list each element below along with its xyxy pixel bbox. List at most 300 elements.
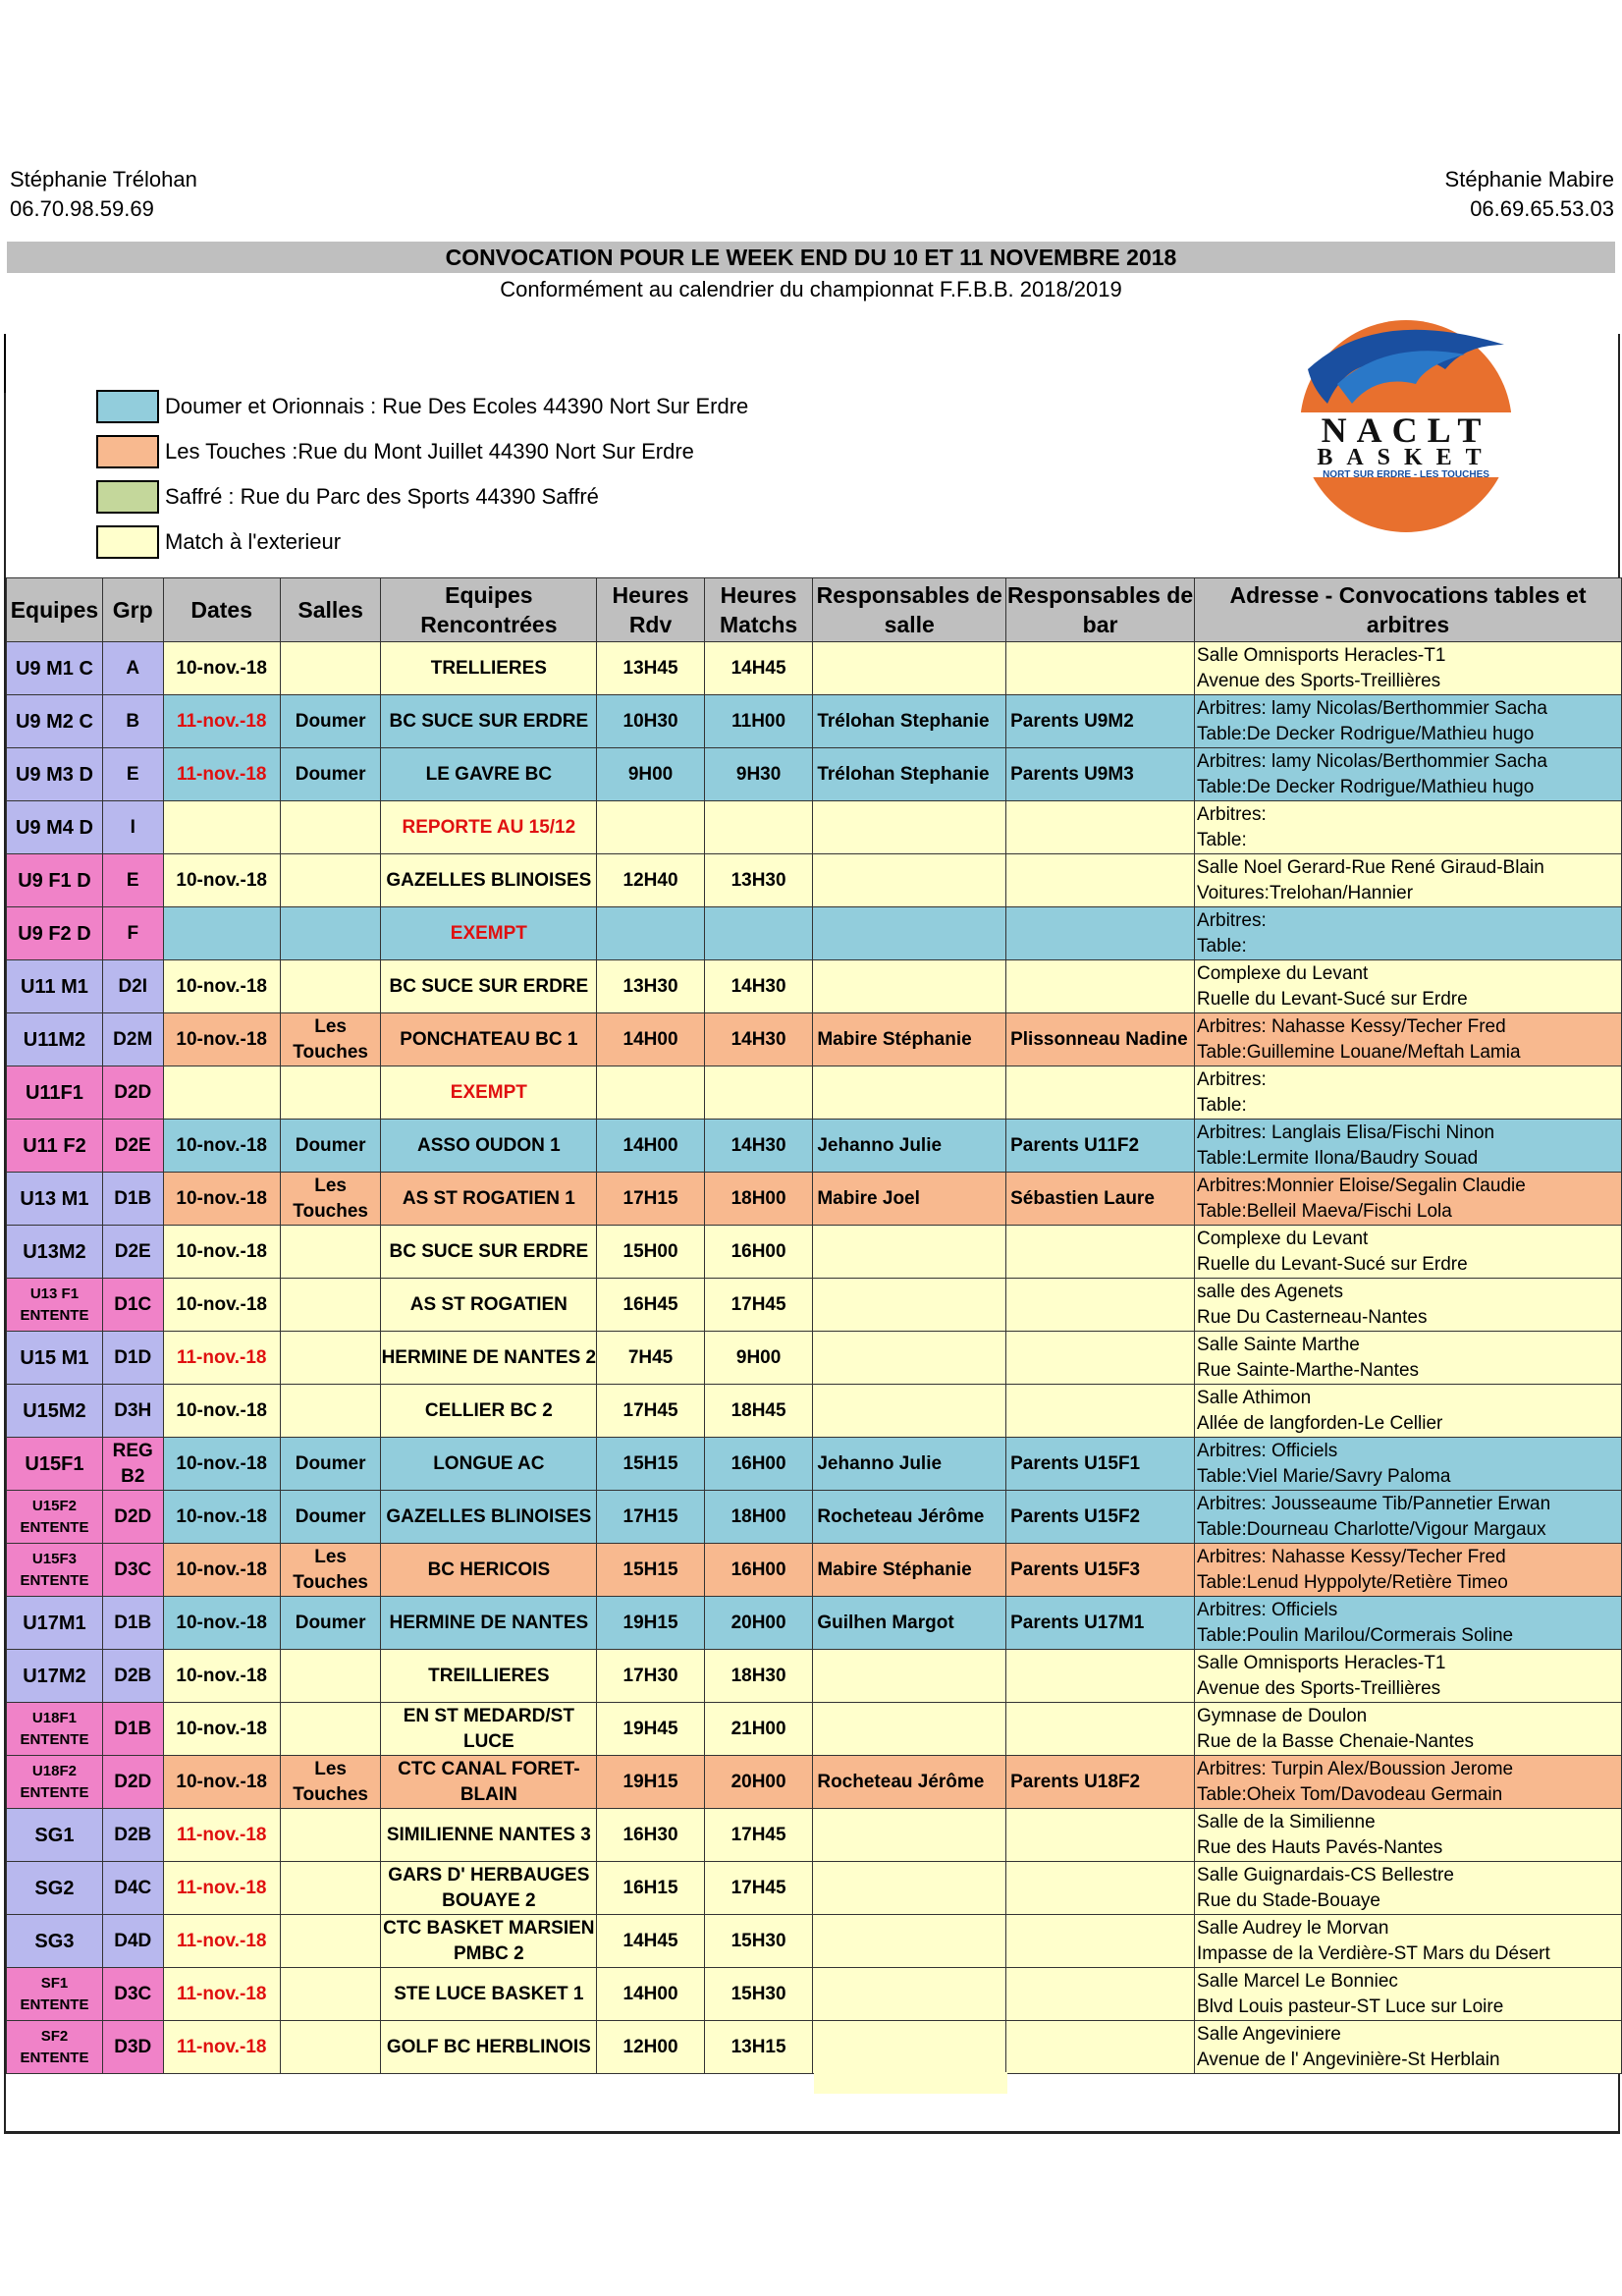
table-row <box>7 1968 1622 2021</box>
opponent-cell: BC SUCE SUR ERDRE <box>381 960 597 1013</box>
group-cell: D1C <box>102 1279 163 1332</box>
opponent-cell: GAZELLES BLINOISES <box>381 1491 597 1544</box>
venue-cell <box>280 1809 381 1862</box>
venue-cell: Les Touches <box>280 1173 381 1226</box>
column-header: Grp <box>102 578 163 642</box>
opponent-cell: GOLF BC HERBLINOIS <box>381 2021 597 2074</box>
match-time-cell: 14H45 <box>704 642 813 695</box>
address-line-2: Table:De Decker Rodrigue/Mathieu hugo <box>1197 776 1535 797</box>
contact-right <box>1445 165 1614 224</box>
venue-cell <box>280 1332 381 1385</box>
address-cell <box>1195 1173 1622 1226</box>
venue-cell <box>280 642 381 695</box>
match-time-cell: 20H00 <box>704 1756 813 1809</box>
bar-manager-cell: Parents U11F2 <box>1006 1120 1195 1173</box>
legend-swatch-orange <box>96 435 159 468</box>
hall-manager-cell: Trélohan Stephanie <box>813 748 1006 801</box>
rdv-time-cell <box>597 801 705 854</box>
address-line-1: salle des Agenets <box>1197 1281 1343 1302</box>
hall-manager-cell <box>813 801 1006 854</box>
date-cell: 11-nov.-18 <box>163 2021 280 2074</box>
bar-manager-cell: Parents U9M2 <box>1006 695 1195 748</box>
rdv-time-cell: 16H30 <box>597 1809 705 1862</box>
bar-manager-cell <box>1006 801 1195 854</box>
venue-cell: Les Touches <box>280 1013 381 1066</box>
rdv-time-cell: 17H15 <box>597 1491 705 1544</box>
team-cell: U18F2 ENTENTE <box>7 1756 103 1809</box>
team-cell: U9 M4 D <box>7 801 103 854</box>
match-time-cell: 21H00 <box>704 1703 813 1756</box>
group-cell: F <box>102 907 163 960</box>
hall-manager-cell: Guilhen Margot <box>813 1597 1006 1650</box>
rdv-time-cell: 15H00 <box>597 1226 705 1279</box>
legend-label: Les Touches :Rue du Mont Juillet 44390 Nort Sur Erdre <box>165 439 694 464</box>
date-cell: 10-nov.-18 <box>163 1226 280 1279</box>
address-line-1: Arbitres: Jousseaume Tib/Pannetier Erwan <box>1197 1493 1551 1514</box>
match-time-cell: 14H30 <box>704 1013 813 1066</box>
address-cell <box>1195 1279 1622 1332</box>
bar-manager-cell: Parents U17M1 <box>1006 1597 1195 1650</box>
date-cell: 10-nov.-18 <box>163 1597 280 1650</box>
address-line-1: Salle Omnisports Heracles-T1 <box>1197 644 1446 666</box>
opponent-cell: SIMILIENNE NANTES 3 <box>381 1809 597 1862</box>
group-cell: D4D <box>102 1915 163 1968</box>
column-header: Equipes Rencontrées <box>381 578 597 642</box>
address-line-2: Blvd Louis pasteur-ST Luce sur Loire <box>1197 1995 1504 2017</box>
bar-manager-cell <box>1006 1703 1195 1756</box>
table-row <box>7 2021 1622 2074</box>
bar-manager-cell: Parents U18F2 <box>1006 1756 1195 1809</box>
group-cell: D1B <box>102 1703 163 1756</box>
bar-manager-cell <box>1006 1650 1195 1703</box>
bar-manager-cell <box>1006 1915 1195 1968</box>
group-cell: A <box>102 642 163 695</box>
group-cell: D2D <box>102 1066 163 1120</box>
address-line-1: Arbitres: Nahasse Kessy/Techer Fred <box>1197 1015 1506 1037</box>
address-cell <box>1195 960 1622 1013</box>
opponent-cell: CELLIER BC 2 <box>381 1385 597 1438</box>
hall-manager-cell <box>813 907 1006 960</box>
table-row <box>7 854 1622 907</box>
table-row <box>7 1491 1622 1544</box>
column-header: Equipes <box>7 578 103 642</box>
address-cell <box>1195 1332 1622 1385</box>
address-line-2: Rue Du Casterneau-Nantes <box>1197 1306 1428 1328</box>
legend-label: Saffré : Rue du Parc des Sports 44390 Saffré <box>165 484 599 509</box>
address-line-2: Rue des Hauts Pavés-Nantes <box>1197 1836 1443 1858</box>
venue-cell <box>280 2021 381 2074</box>
table-row <box>7 1597 1622 1650</box>
rdv-time-cell <box>597 907 705 960</box>
match-time-cell: 16H00 <box>704 1544 813 1597</box>
match-time-cell: 17H45 <box>704 1279 813 1332</box>
legend-swatch-green <box>96 480 159 514</box>
match-time-cell: 17H45 <box>704 1809 813 1862</box>
group-cell: D2E <box>102 1120 163 1173</box>
match-time-cell: 17H45 <box>704 1862 813 1915</box>
rdv-time-cell: 17H15 <box>597 1173 705 1226</box>
hall-manager-cell: Mabire Joel <box>813 1173 1006 1226</box>
date-cell: 11-nov.-18 <box>163 1968 280 2021</box>
bar-manager-cell <box>1006 1968 1195 2021</box>
hall-manager-cell <box>813 642 1006 695</box>
address-cell <box>1195 1915 1622 1968</box>
bar-manager-cell <box>1006 1862 1195 1915</box>
hall-manager-cell <box>813 1809 1006 1862</box>
rdv-time-cell: 12H40 <box>597 854 705 907</box>
bar-manager-cell <box>1006 1226 1195 1279</box>
team-cell: U15F2 ENTENTE <box>7 1491 103 1544</box>
rdv-time-cell: 15H15 <box>597 1544 705 1597</box>
bar-manager-cell <box>1006 642 1195 695</box>
venue-cell: Les Touches <box>280 1756 381 1809</box>
contact-left-phone: 06.70.98.59.69 <box>10 196 154 221</box>
team-cell: U13 F1 ENTENTE <box>7 1279 103 1332</box>
bar-manager-cell: Parents U15F3 <box>1006 1544 1195 1597</box>
address-cell <box>1195 1066 1622 1120</box>
bar-manager-cell <box>1006 960 1195 1013</box>
group-cell: D2I <box>102 960 163 1013</box>
opponent-cell: BC SUCE SUR ERDRE <box>381 695 597 748</box>
address-line-1: Salle Angeviniere <box>1197 2023 1341 2045</box>
opponent-cell: REPORTE AU 15/12 <box>381 801 597 854</box>
hall-manager-cell <box>813 1226 1006 1279</box>
address-cell <box>1195 1968 1622 2021</box>
table-row <box>7 1066 1622 1120</box>
address-line-1: Salle Noel Gerard-Rue René Giraud-Blain <box>1197 856 1544 878</box>
date-cell: 10-nov.-18 <box>163 960 280 1013</box>
date-cell <box>163 907 280 960</box>
address-cell <box>1195 1756 1622 1809</box>
table-row <box>7 1915 1622 1968</box>
address-line-2: Table:Lermite Ilona/Baudry Souad <box>1197 1147 1479 1169</box>
team-cell: SF1 ENTENTE <box>7 1968 103 2021</box>
table-row <box>7 1544 1622 1597</box>
hall-manager-cell <box>813 1968 1006 2021</box>
group-cell: E <box>102 854 163 907</box>
address-line-1: Salle Omnisports Heracles-T1 <box>1197 1652 1446 1673</box>
rdv-time-cell: 10H30 <box>597 695 705 748</box>
contact-right-name: Stéphanie Mabire <box>1444 167 1614 191</box>
table-row <box>7 1226 1622 1279</box>
address-cell <box>1195 642 1622 695</box>
rdv-time-cell: 17H45 <box>597 1385 705 1438</box>
date-cell: 11-nov.-18 <box>163 1332 280 1385</box>
table-row <box>7 1120 1622 1173</box>
address-line-1: Salle Athimon <box>1197 1387 1312 1408</box>
venue-cell <box>280 1279 381 1332</box>
opponent-cell: TRELLIERES <box>381 642 597 695</box>
team-cell: SG1 <box>7 1809 103 1862</box>
table-row <box>7 907 1622 960</box>
date-cell: 10-nov.-18 <box>163 1279 280 1332</box>
group-cell: D1B <box>102 1173 163 1226</box>
group-cell: D2D <box>102 1756 163 1809</box>
bar-manager-cell <box>1006 1279 1195 1332</box>
address-line-2: Table:Viel Marie/Savry Paloma <box>1197 1465 1451 1487</box>
match-time-cell: 16H00 <box>704 1226 813 1279</box>
opponent-cell: HERMINE DE NANTES <box>381 1597 597 1650</box>
group-cell: D1B <box>102 1597 163 1650</box>
address-line-2: Rue de la Basse Chenaie-Nantes <box>1197 1730 1475 1752</box>
address-line-1: Arbitres:Monnier Eloise/Segalin Claudie <box>1197 1175 1526 1196</box>
address-line-1: Gymnase de Doulon <box>1197 1705 1368 1726</box>
venue-cell <box>280 1066 381 1120</box>
address-line-2: Avenue de l' Angevinière-St Herblain <box>1197 2049 1500 2070</box>
logo-text-subtitle: NORT SUR ERDRE - LES TOUCHES <box>1323 469 1489 480</box>
table-header-row <box>7 578 1622 642</box>
address-line-2: Table:Dourneau Charlotte/Vigour Margaux <box>1197 1518 1546 1540</box>
logo-text-naclt: NACLT <box>1321 410 1491 450</box>
hall-manager-cell <box>813 1650 1006 1703</box>
address-line-2: Table: <box>1197 829 1247 850</box>
venue-cell <box>280 1968 381 2021</box>
opponent-cell: HERMINE DE NANTES 2 <box>381 1332 597 1385</box>
address-cell <box>1195 1544 1622 1597</box>
team-cell: SG2 <box>7 1862 103 1915</box>
address-line-2: Table:De Decker Rodrigue/Mathieu hugo <box>1197 723 1535 744</box>
match-time-cell: 20H00 <box>704 1597 813 1650</box>
date-cell: 10-nov.-18 <box>163 1173 280 1226</box>
address-line-2: Allée de langforden-Le Cellier <box>1197 1412 1443 1434</box>
rdv-time-cell: 9H00 <box>597 748 705 801</box>
rdv-time-cell: 15H15 <box>597 1438 705 1491</box>
opponent-cell: LE GAVRE BC <box>381 748 597 801</box>
group-cell: D2B <box>102 1809 163 1862</box>
bar-manager-cell: Parents U9M3 <box>1006 748 1195 801</box>
date-cell: 10-nov.-18 <box>163 642 280 695</box>
address-line-2: Impasse de la Verdière-ST Mars du Désert <box>1197 1942 1550 1964</box>
date-cell: 10-nov.-18 <box>163 1703 280 1756</box>
opponent-cell: TREILLIERES <box>381 1650 597 1703</box>
opponent-cell: EXEMPT <box>381 907 597 960</box>
match-time-cell: 15H30 <box>704 1968 813 2021</box>
bar-manager-cell <box>1006 1385 1195 1438</box>
rdv-time-cell: 19H45 <box>597 1703 705 1756</box>
contact-left-name: Stéphanie Trélohan <box>10 167 197 191</box>
address-line-2: Voitures:Trelohan/Hannier <box>1197 882 1414 903</box>
nac-lt-basket-logo <box>1269 310 1543 536</box>
page-subtitle: Conformément au calendrier du championnat F.F.B.B. 2018/2019 <box>500 277 1122 301</box>
match-time-cell: 13H30 <box>704 854 813 907</box>
address-cell <box>1195 1597 1622 1650</box>
table-row <box>7 1385 1622 1438</box>
address-cell <box>1195 748 1622 801</box>
column-header: Dates <box>163 578 280 642</box>
address-line-2: Table:Guillemine Louane/Meftah Lamia <box>1197 1041 1521 1063</box>
match-time-cell: 14H30 <box>704 1120 813 1173</box>
hall-manager-cell <box>813 1385 1006 1438</box>
rdv-time-cell <box>597 1066 705 1120</box>
opponent-cell: PONCHATEAU BC 1 <box>381 1013 597 1066</box>
bar-manager-cell <box>1006 907 1195 960</box>
rdv-time-cell: 13H45 <box>597 642 705 695</box>
opponent-cell: BC HERICOIS <box>381 1544 597 1597</box>
venue-cell: Doumer <box>280 1120 381 1173</box>
match-time-cell: 9H30 <box>704 748 813 801</box>
venue-cell <box>280 854 381 907</box>
hall-manager-cell <box>813 1066 1006 1120</box>
team-cell: U13 M1 <box>7 1173 103 1226</box>
group-cell: D2B <box>102 1650 163 1703</box>
column-header: Salles <box>280 578 381 642</box>
opponent-cell: AS ST ROGATIEN 1 <box>381 1173 597 1226</box>
team-cell: SF2 ENTENTE <box>7 2021 103 2074</box>
table-row <box>7 1332 1622 1385</box>
logo-text-basket: BASKET <box>1317 445 1495 470</box>
date-cell: 10-nov.-18 <box>163 1491 280 1544</box>
hall-manager-cell <box>813 1279 1006 1332</box>
table-row <box>7 1756 1622 1809</box>
venue-cell: Doumer <box>280 1491 381 1544</box>
venue-cell <box>280 1862 381 1915</box>
address-line-2: Rue du Stade-Bouaye <box>1197 1889 1380 1911</box>
hall-manager-cell <box>813 854 1006 907</box>
schedule-body <box>7 642 1622 2074</box>
address-cell <box>1195 1226 1622 1279</box>
address-line-1: Arbitres: lamy Nicolas/Berthommier Sacha <box>1197 750 1547 772</box>
table-row <box>7 1438 1622 1491</box>
table-row <box>7 1013 1622 1066</box>
hall-manager-cell: Mabire Stéphanie <box>813 1013 1006 1066</box>
opponent-cell: EXEMPT <box>381 1066 597 1120</box>
address-line-1: Arbitres: Officiels <box>1197 1440 1338 1461</box>
address-line-1: Complexe du Levant <box>1197 1228 1369 1249</box>
rdv-time-cell: 17H30 <box>597 1650 705 1703</box>
address-cell <box>1195 1650 1622 1703</box>
table-row <box>7 960 1622 1013</box>
table-row <box>7 1173 1622 1226</box>
date-cell: 11-nov.-18 <box>163 1862 280 1915</box>
venue-cell <box>280 907 381 960</box>
venue-cell <box>280 1226 381 1279</box>
match-time-cell: 18H30 <box>704 1650 813 1703</box>
address-cell <box>1195 695 1622 748</box>
venue-cell: Doumer <box>280 1597 381 1650</box>
address-line-1: Salle de la Similienne <box>1197 1811 1376 1832</box>
match-time-cell: 16H00 <box>704 1438 813 1491</box>
hall-manager-cell: Rocheteau Jérôme <box>813 1756 1006 1809</box>
address-line-2: Table:Oheix Tom/Davodeau Germain <box>1197 1783 1503 1805</box>
group-cell: I <box>102 801 163 854</box>
bar-manager-cell: Plissonneau Nadine <box>1006 1013 1195 1066</box>
date-cell <box>163 801 280 854</box>
address-cell <box>1195 1862 1622 1915</box>
date-cell: 10-nov.-18 <box>163 1544 280 1597</box>
address-cell <box>1195 1809 1622 1862</box>
rdv-time-cell: 19H15 <box>597 1756 705 1809</box>
schedule-table <box>6 577 1622 2074</box>
address-line-2: Table:Belleil Maeva/Fischi Lola <box>1197 1200 1452 1222</box>
bar-manager-cell <box>1006 1809 1195 1862</box>
table-row <box>7 801 1622 854</box>
group-cell: D2E <box>102 1226 163 1279</box>
column-header: Responsables de salle <box>813 578 1006 642</box>
bar-manager-cell: Sébastien Laure <box>1006 1173 1195 1226</box>
address-line-2: Avenue des Sports-Treillières <box>1197 670 1441 691</box>
group-cell: D2D <box>102 1491 163 1544</box>
column-header: Responsables de bar <box>1006 578 1195 642</box>
address-line-2: Avenue des Sports-Treillières <box>1197 1677 1441 1699</box>
venue-cell <box>280 960 381 1013</box>
bar-manager-cell <box>1006 854 1195 907</box>
date-cell: 10-nov.-18 <box>163 1756 280 1809</box>
table-row <box>7 1650 1622 1703</box>
page-title: CONVOCATION POUR LE WEEK END DU 10 ET 11 NOVEMBRE 2018 <box>7 242 1615 273</box>
group-cell: D2M <box>102 1013 163 1066</box>
match-time-cell <box>704 1066 813 1120</box>
rdv-time-cell: 19H15 <box>597 1597 705 1650</box>
address-line-2: Table:Poulin Marilou/Cormerais Soline <box>1197 1624 1514 1646</box>
table-row <box>7 695 1622 748</box>
opponent-cell: LONGUE AC <box>381 1438 597 1491</box>
venue-cell: Les Touches <box>280 1544 381 1597</box>
match-time-cell: 18H45 <box>704 1385 813 1438</box>
venue-cell <box>280 1385 381 1438</box>
rdv-time-cell: 14H00 <box>597 1013 705 1066</box>
team-cell: U15M2 <box>7 1385 103 1438</box>
address-line-1: Salle Guignardais-CS Bellestre <box>1197 1864 1454 1886</box>
opponent-cell: BC SUCE SUR ERDRE <box>381 1226 597 1279</box>
rdv-time-cell: 14H00 <box>597 1968 705 2021</box>
group-cell: D3H <box>102 1385 163 1438</box>
team-cell: SG3 <box>7 1915 103 1968</box>
bar-manager-cell: Parents U15F1 <box>1006 1438 1195 1491</box>
date-cell: 11-nov.-18 <box>163 1809 280 1862</box>
rdv-time-cell: 14H45 <box>597 1915 705 1968</box>
address-line-1: Arbitres: Langlais Elisa/Fischi Ninon <box>1197 1121 1495 1143</box>
team-cell: U18F1 ENTENTE <box>7 1703 103 1756</box>
venue-cell <box>280 1915 381 1968</box>
date-cell: 11-nov.-18 <box>163 1915 280 1968</box>
venue-cell <box>280 801 381 854</box>
date-cell: 10-nov.-18 <box>163 1120 280 1173</box>
table-row <box>7 1703 1622 1756</box>
opponent-cell: GAZELLES BLINOISES <box>381 854 597 907</box>
address-cell <box>1195 1438 1622 1491</box>
team-cell: U11M2 <box>7 1013 103 1066</box>
team-cell: U17M1 <box>7 1597 103 1650</box>
address-cell <box>1195 1385 1622 1438</box>
team-cell: U17M2 <box>7 1650 103 1703</box>
opponent-cell: ASSO OUDON 1 <box>381 1120 597 1173</box>
address-cell <box>1195 1013 1622 1066</box>
date-cell: 10-nov.-18 <box>163 1438 280 1491</box>
address-cell <box>1195 801 1622 854</box>
team-cell: U9 F1 D <box>7 854 103 907</box>
legend-swatch-blue <box>96 390 159 423</box>
group-cell: D3D <box>102 2021 163 2074</box>
team-cell: U13M2 <box>7 1226 103 1279</box>
address-line-1: Arbitres: Turpin Alex/Boussion Jerome <box>1197 1758 1514 1779</box>
hall-manager-cell <box>813 1915 1006 1968</box>
team-cell: U11 F2 <box>7 1120 103 1173</box>
group-cell: D1D <box>102 1332 163 1385</box>
bar-manager-cell: Parents U15F2 <box>1006 1491 1195 1544</box>
venue-cell: Doumer <box>280 1438 381 1491</box>
address-cell <box>1195 854 1622 907</box>
table-row <box>7 748 1622 801</box>
group-cell: REG B2 <box>102 1438 163 1491</box>
match-time-cell: 13H15 <box>704 2021 813 2074</box>
address-line-1: Arbitres: lamy Nicolas/Berthommier Sacha <box>1197 697 1547 719</box>
match-time-cell: 11H00 <box>704 695 813 748</box>
match-time-cell: 18H00 <box>704 1173 813 1226</box>
team-cell: U11 M1 <box>7 960 103 1013</box>
hall-manager-cell: Mabire Stéphanie <box>813 1544 1006 1597</box>
address-line-2: Rue Sainte-Marthe-Nantes <box>1197 1359 1420 1381</box>
date-cell: 11-nov.-18 <box>163 695 280 748</box>
